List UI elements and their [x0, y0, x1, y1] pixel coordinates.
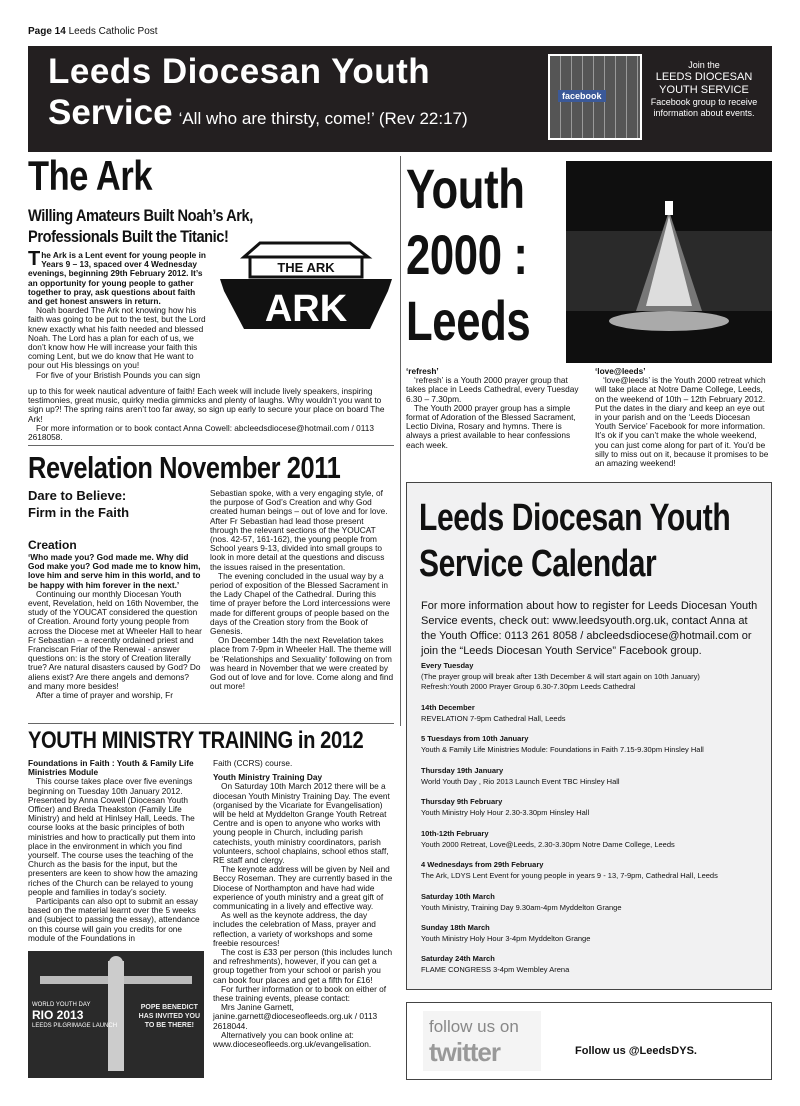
event-date: 14th December	[421, 703, 475, 712]
rio-line-6: TO BE THERE!	[144, 1022, 194, 1029]
calendar-event	[421, 703, 761, 724]
revelation-col1	[28, 553, 202, 700]
ymt-col2	[213, 759, 395, 1049]
dare-line-2: Firm in the Faith	[28, 505, 130, 520]
rio-line-4: POPE BENEDICT	[140, 1004, 198, 1011]
calendar-event	[421, 954, 761, 975]
refresh-heading: ‘refresh’	[406, 366, 439, 376]
divider	[28, 445, 394, 446]
love-leeds-section	[595, 367, 771, 468]
join-line-2: LEEDS DIOCESAN	[655, 71, 753, 83]
event-date: 4 Wednesdays from 29th February	[421, 860, 544, 869]
ark-paragraph-3: For more information or to book contact Anna Cowell: abcleedsdiocese@hotmail.com / 0113 2618058.	[28, 422, 375, 443]
facebook-thumbnail[interactable]	[548, 54, 642, 140]
event-detail: Refresh:Youth 2000 Prayer Group 6.30-7.30pm Leeds Cathedral	[421, 682, 636, 691]
creation-heading: Creation	[28, 538, 77, 552]
calendar-intro: For more information about how to register for Leeds Diocesan Youth Service events, check out: www.leedsyouth.org.uk, contact Anna at the Youth Office: 0113 261 8058 / abcleedsdiocese@hotmail.com or join the “Leeds Diocesan Youth Service” Facebook group.	[421, 600, 758, 657]
ark-wide-paragraphs	[28, 387, 394, 442]
ark-logo-text: THE ARK	[277, 260, 335, 275]
ark-subtitle-line1: Willing Amateurs Built Noah’s Ark,	[28, 206, 253, 225]
candle-pyramid-illustration	[566, 161, 772, 363]
join-line-1: Join the	[688, 60, 720, 70]
ark-intro-column	[28, 248, 212, 380]
page-header	[28, 26, 158, 37]
event-date: Saturday 10th March	[421, 892, 495, 901]
calendar-event	[421, 829, 761, 850]
love-leeds-paragraph: ‘love@leeds’ is the Youth 2000 retreat which will take place at Notre Dame College, Leeds, on the weekend of 10th – 12th February 2012. Put the dates in the diary and keep an eye out in your parish and on the ‘Leeds Diocesan Youth Service’ Facebook for more information. It’s ok if you can’t make the whole weekend, you can just come along for part of it. You’d be silly to miss out on it, because it promises to be an amazing weekend!	[595, 375, 769, 469]
revelation-paragraph-2: After a time of prayer and worship, Fr	[36, 690, 173, 701]
event-detail: Youth 2000 Retreat, Love@Leeds, 2.30-3.30pm Notre Dame College, Leeds	[421, 839, 675, 849]
calendar-title-line2: Service Calendar	[419, 543, 657, 585]
event-detail: (The prayer group will break after 13th December & will start again on 10th January)	[421, 671, 700, 681]
revelation-paragraph-1: Continuing our monthly Diocesan Youth event, Revelation, held on 16th November, the study of the YOUCAT considered the question of Creation. Around forty young people from across the Diocese met at Wheeler Hall to hear Fr Sebastian – a recently ordained priest and Franciscan Friar of the Renewal - answer questions on: is the story of Creation literally true? Are natural disasters caused by God? Do aliens exist? Are there angels and demons? and many more besides!	[28, 588, 202, 691]
ymt-paragraph-1: This course takes place over five evenings beginning on Tuesday 10th January 2012. Presented by Anna Cowell (Diocesan Youth Officer) and Breda Theakston (Family Life Ministry) and held at Hinlsey Hall, Leeds. The course looks at the basic principles of both ministries and how to practically put them into place in the environment in which you find yourself. The course uses the teaching of the Church as the basis for the input, but the presenters are keen to show how the amazing riches of the Church can be relayed to young people and families in today’s society.	[28, 776, 198, 897]
revelation-paragraph-3: Sebastian spoke, with a very engaging style, of the purpose of God’s Creation and why God created human beings – out of love and for love. After Fr Sebastian had lead those present through the relevant sections of the YOUCAT (nos. 42-57, 161-162), the young people from School years 9-13, divided into small groups to look in more detail at the questions and discuss the issues raised in the presentation.	[210, 488, 388, 572]
revelation-subheading	[28, 487, 129, 521]
ymt-paragraph-4: On Saturday 10th March 2012 there will be a diocesan Youth Ministry Training Day. The event (organised by the Vicariate for Evangelisation) will be held at Myddelton Grange Youth Retreat Centre and is open to anyone who works with young people in Church, including parish catechists, youth ministry coordinators, parish volunteers, school chaplains, school ethos staff, RE staff and clergy.	[213, 781, 390, 866]
event-date: Every Tuesday	[421, 661, 474, 670]
calendar-box	[406, 482, 772, 990]
ark-title: The Ark	[28, 152, 153, 199]
revelation-paragraph-5: On December 14th the next Revelation takes place from 7-9pm in Wheeler Hall. The theme will be ‘Relationships and Sexuality’ following on from was heard in November that we were created by God out of love and for love. Come along and find out more!	[210, 635, 394, 692]
ymt-paragraph-5: The keynote address will be given by Neil and Beccy Roseman. They are currently based in the Diocese of Northampton and have had wide experience of youth ministry and a great gift of communicating in a lively and effective way.	[213, 864, 393, 912]
youth-ministry-training-title: YOUTH MINISTRY TRAINING in 2012	[28, 727, 364, 754]
twitter-logo-graphic[interactable]	[423, 1011, 541, 1071]
event-detail: FLAME CONGRESS 3-4pm Wembley Arena	[421, 964, 570, 974]
event-detail: Youth Ministry Holy Hour 2.30-3.30pm Hinsley Hall	[421, 807, 590, 817]
ymt-paragraph-9: Alternatively you can book online at: www.dioceseofleeds.org.uk/evangelisation.	[213, 1029, 372, 1050]
rio-line-1: WORLD YOUTH DAY	[32, 1002, 91, 1008]
event-detail: REVELATION 7-9pm Cathedral Hall, Leeds	[421, 713, 566, 723]
event-detail: Youth & Family Life Ministries Module: Foundations in Faith 7.15-9.30pm Hinsley Hall	[421, 744, 704, 754]
follow-us-on-text: follow us on	[429, 1017, 519, 1036]
calendar-event	[421, 860, 761, 881]
calendar-event	[421, 766, 761, 787]
ark-paragraph-1: Noah boarded The Ark not knowing how his faith was going to be put to the test, but the Lord knew exactly what his faith needed and blessed Noah. The Lord has a plan for each of us, we don’t know how He will increase your faith this coming Lent, but we do know that He want to pour out His blessings on you!	[28, 305, 206, 371]
ymt-heading-2: Youth Ministry Training Day	[213, 772, 323, 783]
rio-line-3: LEEDS PILGRIMAGE LAUNCH	[32, 1023, 118, 1029]
youth2000-title-line3: Leeds	[406, 289, 531, 352]
ymt-contact-name: Mrs Janine Garnett,	[221, 1002, 294, 1013]
facebook-label: facebook	[558, 90, 606, 102]
love-leeds-heading: ‘love@leeds’	[595, 366, 646, 376]
ark-paragraph-2b: up to this for week nautical adventure of faith! Each week will include lively speakers, inspiring testimonies, great music, quirky media gimmicks and plenty of laughs. Why wouldn’t you want to sign up?! The spring rains aren’t too far away, so sign up early to secure your place on board The Ark!	[28, 386, 385, 424]
event-detail: World Youth Day , Rio 2013 Launch Event TBC Hinsley Hall	[421, 776, 620, 786]
column-divider	[400, 156, 401, 726]
ark-paragraph-2a: For five of your Bristish Pounds you can sign	[36, 369, 201, 380]
youth2000-title	[406, 156, 530, 354]
event-date: 5 Tuesdays from 10th January	[421, 734, 529, 743]
refresh-paragraph-1: ‘refresh’ is a Youth 2000 prayer group that takes place in Leeds Cathedral, every Tuesday 6.30 – 7.30pm.	[406, 375, 579, 404]
join-group-text	[644, 60, 764, 119]
rio-right-text	[139, 1003, 200, 1030]
calendar-event	[421, 892, 761, 913]
ymt-heading-1: Foundations in Faith : Youth & Family Life Ministries Module	[28, 758, 194, 778]
banner-title-word: Service	[48, 93, 173, 132]
calendar-event	[421, 797, 761, 818]
twitter-follow-box	[406, 1002, 772, 1080]
join-line-5: information about events.	[653, 108, 755, 118]
divider	[28, 723, 394, 724]
event-detail: Youth Ministry Holy Hour 3-4pm Myddelton Grange	[421, 933, 591, 943]
event-date: Thursday 19th January	[421, 766, 504, 775]
event-date: Saturday 24th March	[421, 954, 495, 963]
ark-subtitle-line2: Professionals Built the Titanic!	[28, 227, 229, 246]
banner-subtitle: ‘All who are thirsty, come!’ (Rev 22:17)	[178, 109, 468, 128]
youth2000-title-line1: Youth	[406, 157, 525, 220]
ark-dropcap: T	[28, 248, 41, 270]
revelation-title: Revelation November 2011	[28, 450, 341, 485]
ymt-paragraph-7: The cost is £33 per person (this includes lunch and refreshments), however, if you can get a group together from your school or parish you can book four places and get a fifth for £16!	[213, 947, 393, 985]
dare-line-1: Dare to Believe:	[28, 488, 127, 503]
banner-title-line1: Leeds Diocesan Youth	[48, 52, 431, 91]
ark-logo-large: ARK	[264, 288, 348, 330]
calendar-title	[419, 495, 730, 587]
refresh-section	[406, 367, 580, 450]
publication-name: Leeds Catholic Post	[68, 26, 158, 37]
twitter-wordmark: twitter	[429, 1037, 500, 1067]
candle-pyramid-photo	[566, 161, 772, 363]
ymt-col1	[28, 759, 202, 943]
ymt-paragraph-6: As well as the keynote address, the day includes the celebration of Mass, prayer and reflection, a variety of workshops and some freebie resources!	[213, 910, 376, 948]
ymt-paragraph-2: Participants can also opt to submit an essay based on the material learnt over the 5 weeks and (subject to passing the essay), attendance on this course will gain you credits for one module of the Foundations in	[28, 896, 200, 943]
ymt-contact-email: janine.garnett@dioceseofleeds.org.uk / 0113 2618044.	[213, 1011, 378, 1031]
creation-quote: ‘Who made you? God made me. Why did God make you? God made me to know him, love him and serve him in this world, and to be happy with him forever in the next.’	[28, 552, 201, 590]
event-detail: Youth Ministry, Training Day 9.30am-4pm Myddelton Grange	[421, 902, 622, 912]
rio-2013-poster	[28, 951, 204, 1078]
masthead-banner	[28, 46, 772, 152]
event-detail: The Ark, LDYS Lent Event for young people in years 9 - 13, 7-9pm, Cathedral Hall, Leeds	[421, 870, 718, 880]
calendar-event	[421, 661, 761, 693]
join-line-3: YOUTH SERVICE	[659, 84, 749, 96]
revelation-col2	[210, 489, 394, 691]
event-date: 10th-12th February	[421, 829, 489, 838]
rio-left-text	[32, 1001, 117, 1030]
calendar-event	[421, 923, 761, 944]
event-date: Sunday 18th March	[421, 923, 490, 932]
calendar-title-line1: Leeds Diocesan Youth	[419, 497, 731, 539]
refresh-paragraph-2: The Youth 2000 prayer group has a simple format of Adoration of the Blessed Sacrament, Lectio Divina, Rosary and hymns. There is always a priest available to hear confessions each week.	[406, 402, 576, 450]
ymt-paragraph-8: For further information or to book on either of these training events, please contact:	[213, 983, 387, 1004]
youth2000-title-line2: 2000 :	[406, 223, 528, 286]
follow-handle-text[interactable]: Follow us @LeedsDYS.	[575, 1045, 697, 1057]
join-line-4: Facebook group to receive	[650, 97, 758, 107]
revelation-paragraph-4: The evening concluded in the usual way by a period of exposition of the Blessed Sacrament in the Lady Chapel of the Cathedral. During this time of prayer before the Lord intercessions were made for different groups of people based on the days of the Creation story from the Book of Genesis.	[210, 570, 391, 637]
banner-title-line2	[48, 93, 468, 133]
ark-logo-image	[220, 241, 392, 331]
rio-line-2: RIO 2013	[32, 1008, 84, 1022]
calendar-event	[421, 734, 761, 755]
event-date: Thursday 9th February	[421, 797, 503, 806]
page-number: Page 14	[28, 26, 66, 37]
rio-line-5: HAS INVITED YOU	[138, 1013, 200, 1020]
ymt-paragraph-3: Faith (CCRS) course.	[213, 758, 293, 768]
ark-intro: he Ark is a Lent event for young people in Years 9 – 13, spaced over 4 Wednesday evenings, beginning 29th February 2012. It’s an opportunity for young people to gather together to pray, ask questions about faith and get honest answers in return.	[28, 250, 206, 307]
